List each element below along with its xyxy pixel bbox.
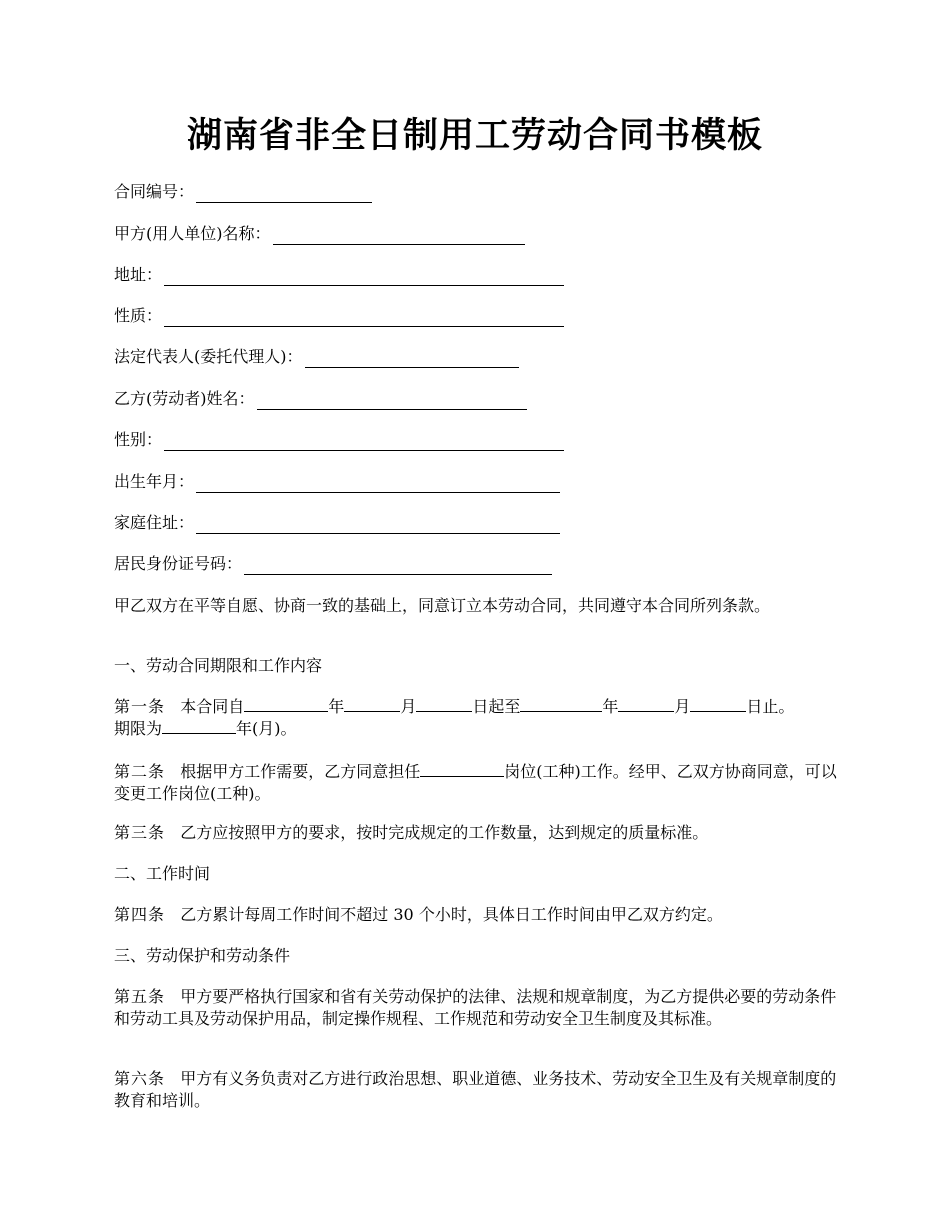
position-blank	[420, 761, 504, 777]
address-label: 地址：	[114, 265, 163, 284]
home-address-blank	[196, 516, 560, 534]
article-4-text: 乙方累计每周工作时间不超过 30 个小时，具体日工作时间由甲乙双方约定。	[180, 905, 723, 924]
article-3-prefix: 第三条	[114, 823, 166, 842]
article-2-text-1: 根据甲方工作需要，乙方同意担任	[180, 762, 421, 781]
article-5-prefix: 第五条	[114, 987, 166, 1006]
article-1-year-month: 年(月)。	[236, 719, 297, 738]
legal-rep-field	[114, 346, 519, 368]
article-3	[114, 822, 838, 844]
nature-label: 性质：	[114, 306, 163, 325]
birth-blank	[196, 475, 560, 493]
party-b-name-blank	[257, 392, 527, 410]
intro-paragraph: 甲乙双方在平等自愿、协商一致的基础上，同意订立本劳动合同，共同遵守本合同所列条款。	[114, 596, 771, 615]
article-6	[114, 1068, 838, 1112]
gender-field	[114, 429, 564, 451]
gender-blank	[164, 433, 564, 451]
article-4	[114, 904, 838, 926]
id-number-label: 居民身份证号码：	[114, 554, 243, 573]
party-a-name-blank	[273, 227, 525, 245]
contract-number-field	[114, 181, 372, 203]
article-2-text-2: 岗位(工种)工作。经甲、乙双方协商同意，可以变更工作岗位(工种)。	[114, 762, 837, 803]
address-field	[114, 264, 564, 286]
article-6-text: 甲方有义务负责对乙方进行政治思想、职业道德、业务技术、劳动安全卫生及有关规章制度的教育和培训。	[114, 1069, 837, 1110]
start-year-blank	[244, 696, 328, 712]
party-a-name-field	[114, 223, 525, 245]
article-4-prefix: 第四条	[114, 905, 166, 924]
address-blank	[164, 268, 564, 286]
document-title: 湖南省非全日制用工劳动合同书模板	[186, 116, 763, 156]
home-address-label: 家庭住址：	[114, 513, 195, 532]
section-3-heading: 三、劳动保护和劳动条件	[114, 946, 291, 965]
article-2	[114, 761, 838, 805]
start-day-blank	[416, 696, 472, 712]
article-1-month: 月	[400, 697, 417, 716]
home-address-field	[114, 512, 560, 534]
article-5-text: 甲方要严格执行国家和省有关劳动保护的法律、法规和规章制度，为乙方提供必要的劳动条件和劳动工具及劳动保护用品，制定操作规程、工作规范和劳动安全卫生制度及其标准。	[114, 987, 837, 1028]
article-6-prefix: 第六条	[114, 1069, 166, 1088]
id-number-field	[114, 553, 552, 575]
end-month-blank	[618, 696, 674, 712]
article-2-prefix: 第二条	[114, 762, 166, 781]
nature-field	[114, 305, 564, 327]
legal-rep-label: 法定代表人(委托代理人)：	[114, 347, 303, 366]
start-month-blank	[344, 696, 400, 712]
party-b-name-field	[114, 388, 527, 410]
end-day-blank	[690, 696, 746, 712]
section-1-heading: 一、劳动合同期限和工作内容	[114, 656, 323, 675]
gender-label: 性别：	[114, 430, 163, 449]
party-b-name-label: 乙方(劳动者)姓名：	[114, 389, 255, 408]
end-year-blank	[520, 696, 602, 712]
article-1	[114, 696, 838, 740]
article-1-prefix: 第一条	[114, 697, 166, 716]
article-1-from: 日起至	[472, 697, 521, 716]
article-5	[114, 986, 838, 1030]
id-number-blank	[244, 557, 552, 575]
party-a-name-label: 甲方(用人单位)名称：	[114, 224, 271, 243]
contract-number-label: 合同编号：	[114, 182, 195, 201]
birth-field	[114, 471, 560, 493]
article-1-month-2: 月	[674, 697, 691, 716]
section-2-heading: 二、工作时间	[114, 864, 211, 883]
article-1-period: 期限为	[114, 719, 163, 738]
birth-label: 出生年月：	[114, 472, 195, 491]
contract-number-blank	[196, 185, 372, 203]
article-3-text: 乙方应按照甲方的要求，按时完成规定的工作数量，达到规定的质量标准。	[180, 823, 709, 842]
article-1-until: 日止。	[746, 697, 795, 716]
nature-blank	[164, 309, 564, 327]
article-1-text: 本合同自	[180, 697, 245, 716]
legal-rep-blank	[305, 350, 519, 368]
period-blank	[162, 718, 236, 734]
article-1-year-2: 年	[602, 697, 619, 716]
article-1-year: 年	[328, 697, 345, 716]
